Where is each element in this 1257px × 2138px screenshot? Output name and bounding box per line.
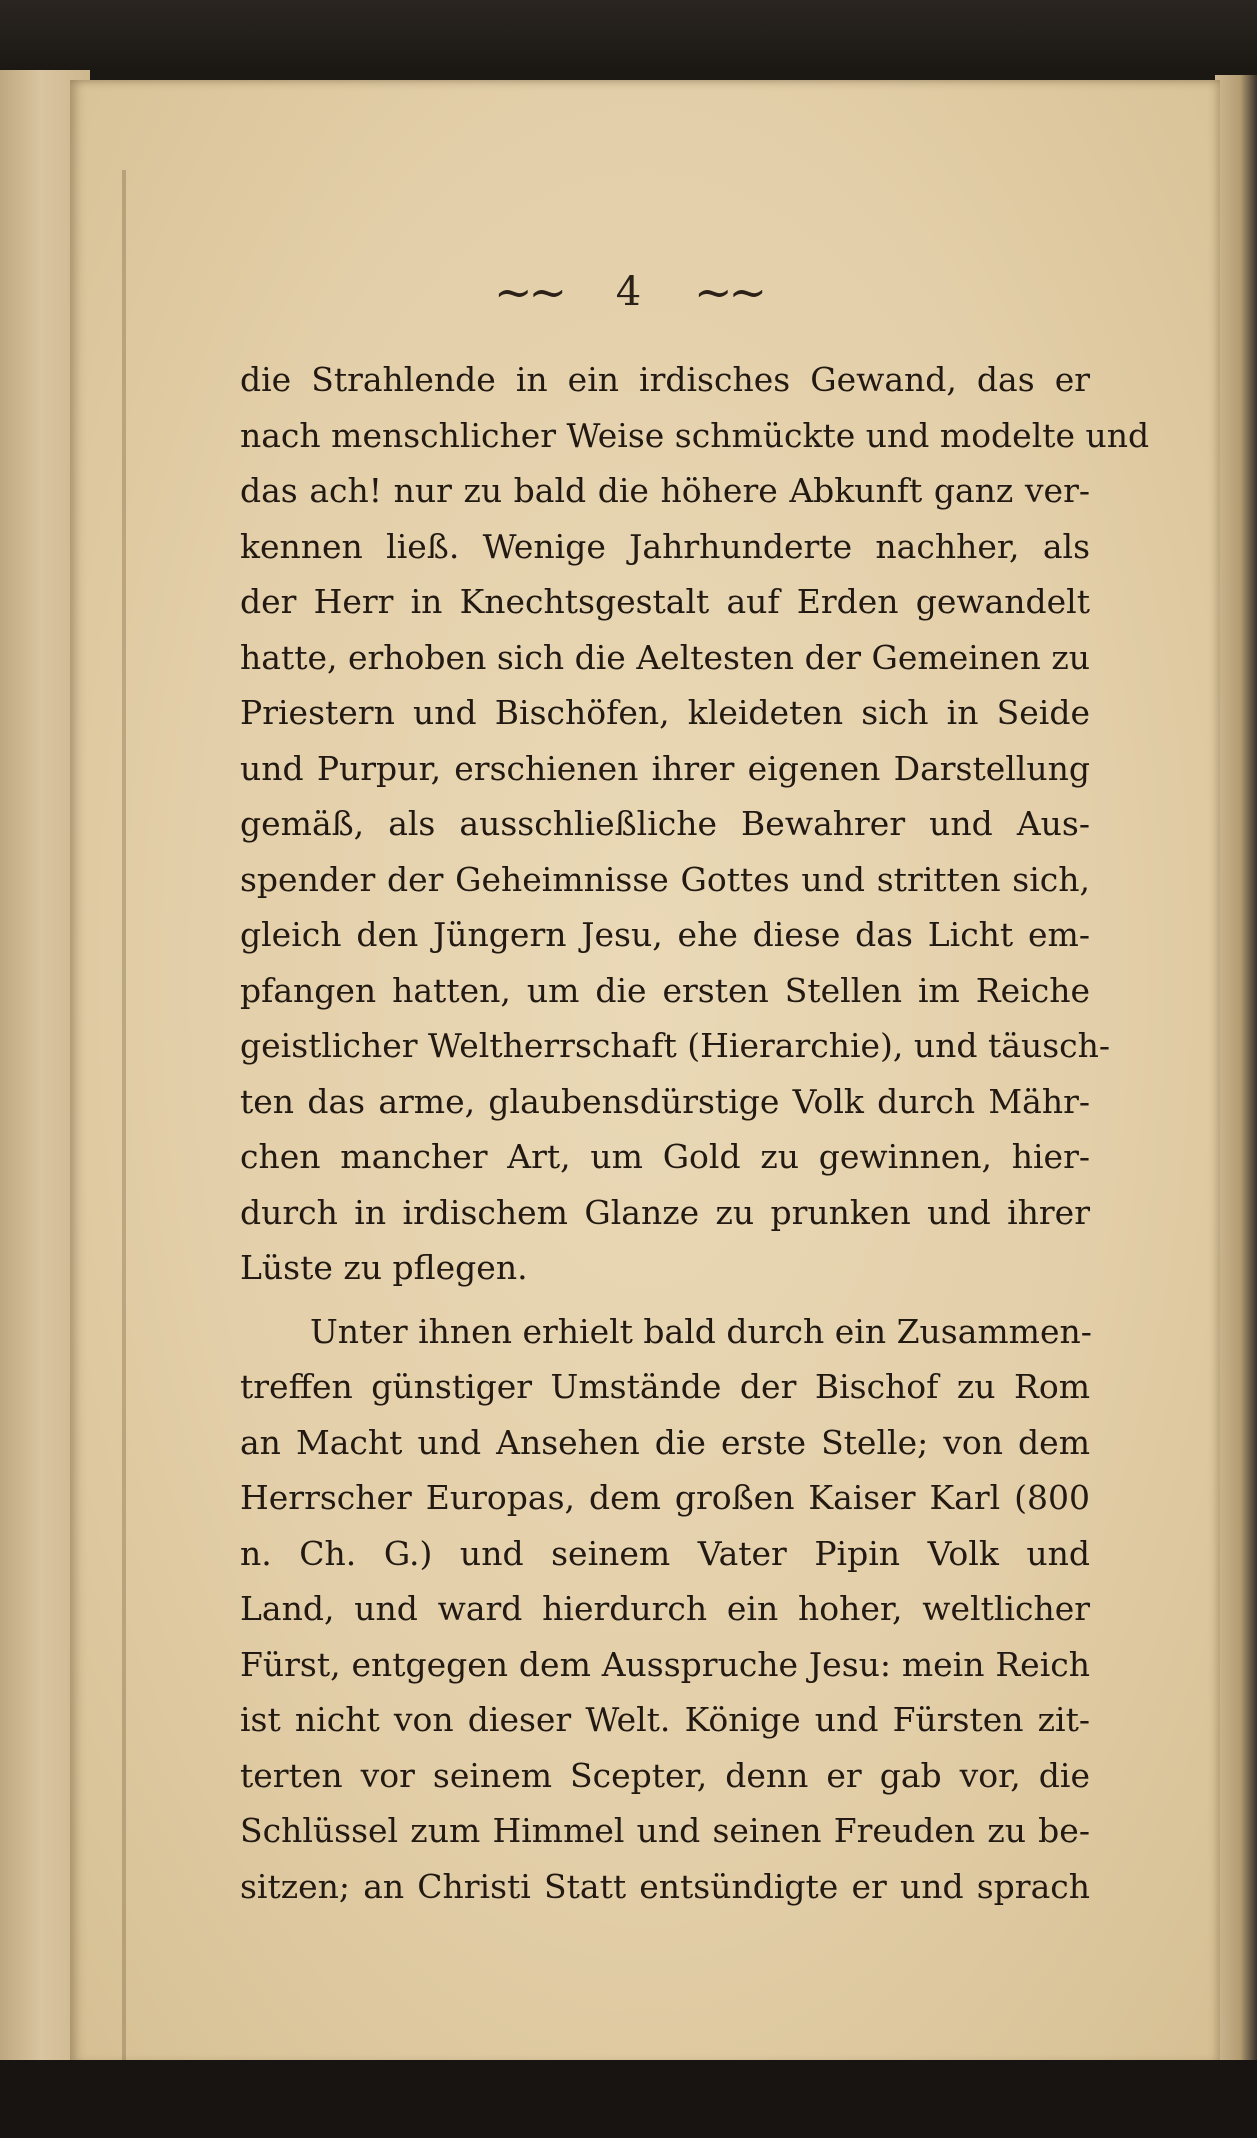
text-line: die Strahlende in ein irdisches Gewand, das er (240, 360, 1090, 399)
text-line: gleich den Jüngern Jesu, ehe diese das Licht em- (240, 915, 1090, 954)
text-line: n. Ch. G.) und seinem Vater Pipin Volk und (240, 1533, 1090, 1573)
text-line: Fürst, entgegen dem Ausspruche Jesu: mein Reich (240, 1644, 1090, 1684)
text-line: treffen günstiger Umstände der Bischof zu Rom (240, 1367, 1090, 1406)
text-line: ten das arme, glaubensdürstige Volk durch Mähr- (240, 1081, 1090, 1121)
text-line: und Purpur, erschienen ihrer eigenen Darstellung (240, 748, 1090, 788)
text-line: gemäß, als ausschließliche Bewahrer und Aus- (240, 804, 1090, 843)
text-line: Schlüssel zum Himmel und seinen Freuden zu be- (240, 1811, 1090, 1850)
text-line: chen mancher Art, um Gold zu gewinnen, hier- (240, 1137, 1090, 1176)
page-body (240, 352, 1150, 1914)
paragraph-1 (240, 352, 1150, 1296)
text-line: das ach! nur zu bald die höhere Abkunft ganz ver- (240, 471, 1090, 510)
text-line: terten vor seinem Scepter, denn er gab vor, die (240, 1755, 1090, 1795)
text-line: sitzen; an Christi Statt entsündigte er und sprach (240, 1866, 1090, 1906)
paragraph-gap (240, 1296, 1090, 1304)
page-header (0, 265, 1257, 319)
text-line: ist nicht von dieser Welt. Könige und Fürsten zit- (240, 1700, 1090, 1739)
text-line: durch in irdischem Glanze zu prunken und ihrer (240, 1192, 1090, 1232)
text-line: Land, und ward hierdurch ein hoher, weltlicher (240, 1589, 1090, 1628)
text-line: an Macht und Ansehen die erste Stelle; von dem (240, 1422, 1090, 1462)
text-line: kennen ließ. Wenige Jahrhunderte nachher, als (240, 526, 1090, 566)
page-number: 4 (615, 269, 642, 315)
right-page-edge (1215, 75, 1257, 2060)
text-line: Unter ihnen erhielt bald durch ein Zusammen- (310, 1311, 1092, 1351)
text-line: Lüste zu pflegen. (240, 1248, 528, 1287)
header-ornament-left: ~~ (493, 265, 564, 319)
text-line: Priestern und Bischöfen, kleideten sich in Seide (240, 693, 1090, 732)
text-line: nach menschlicher Weise schmückte und modelte und (240, 415, 1150, 455)
bottom-background (0, 2060, 1257, 2138)
text-line: geistlicher Weltherrschaft (Hierarchie), und täusch- (240, 1026, 1111, 1065)
text-line: pfangen hatten, um die ersten Stellen im Reiche (240, 970, 1090, 1010)
text-line: spender der Geheimnisse Gottes und stritten sich, (240, 859, 1090, 899)
paragraph-2 (240, 1304, 1090, 1915)
header-ornament-right: ~~ (693, 265, 764, 319)
text-line: Herrscher Europas, dem großen Kaiser Karl (800 (240, 1478, 1090, 1517)
text-line: der Herr in Knechtsgestalt auf Erden gewandelt (240, 582, 1090, 621)
text-line: hatte, erhoben sich die Aeltesten der Gemeinen zu (240, 637, 1090, 677)
gutter-fold (122, 170, 126, 2070)
